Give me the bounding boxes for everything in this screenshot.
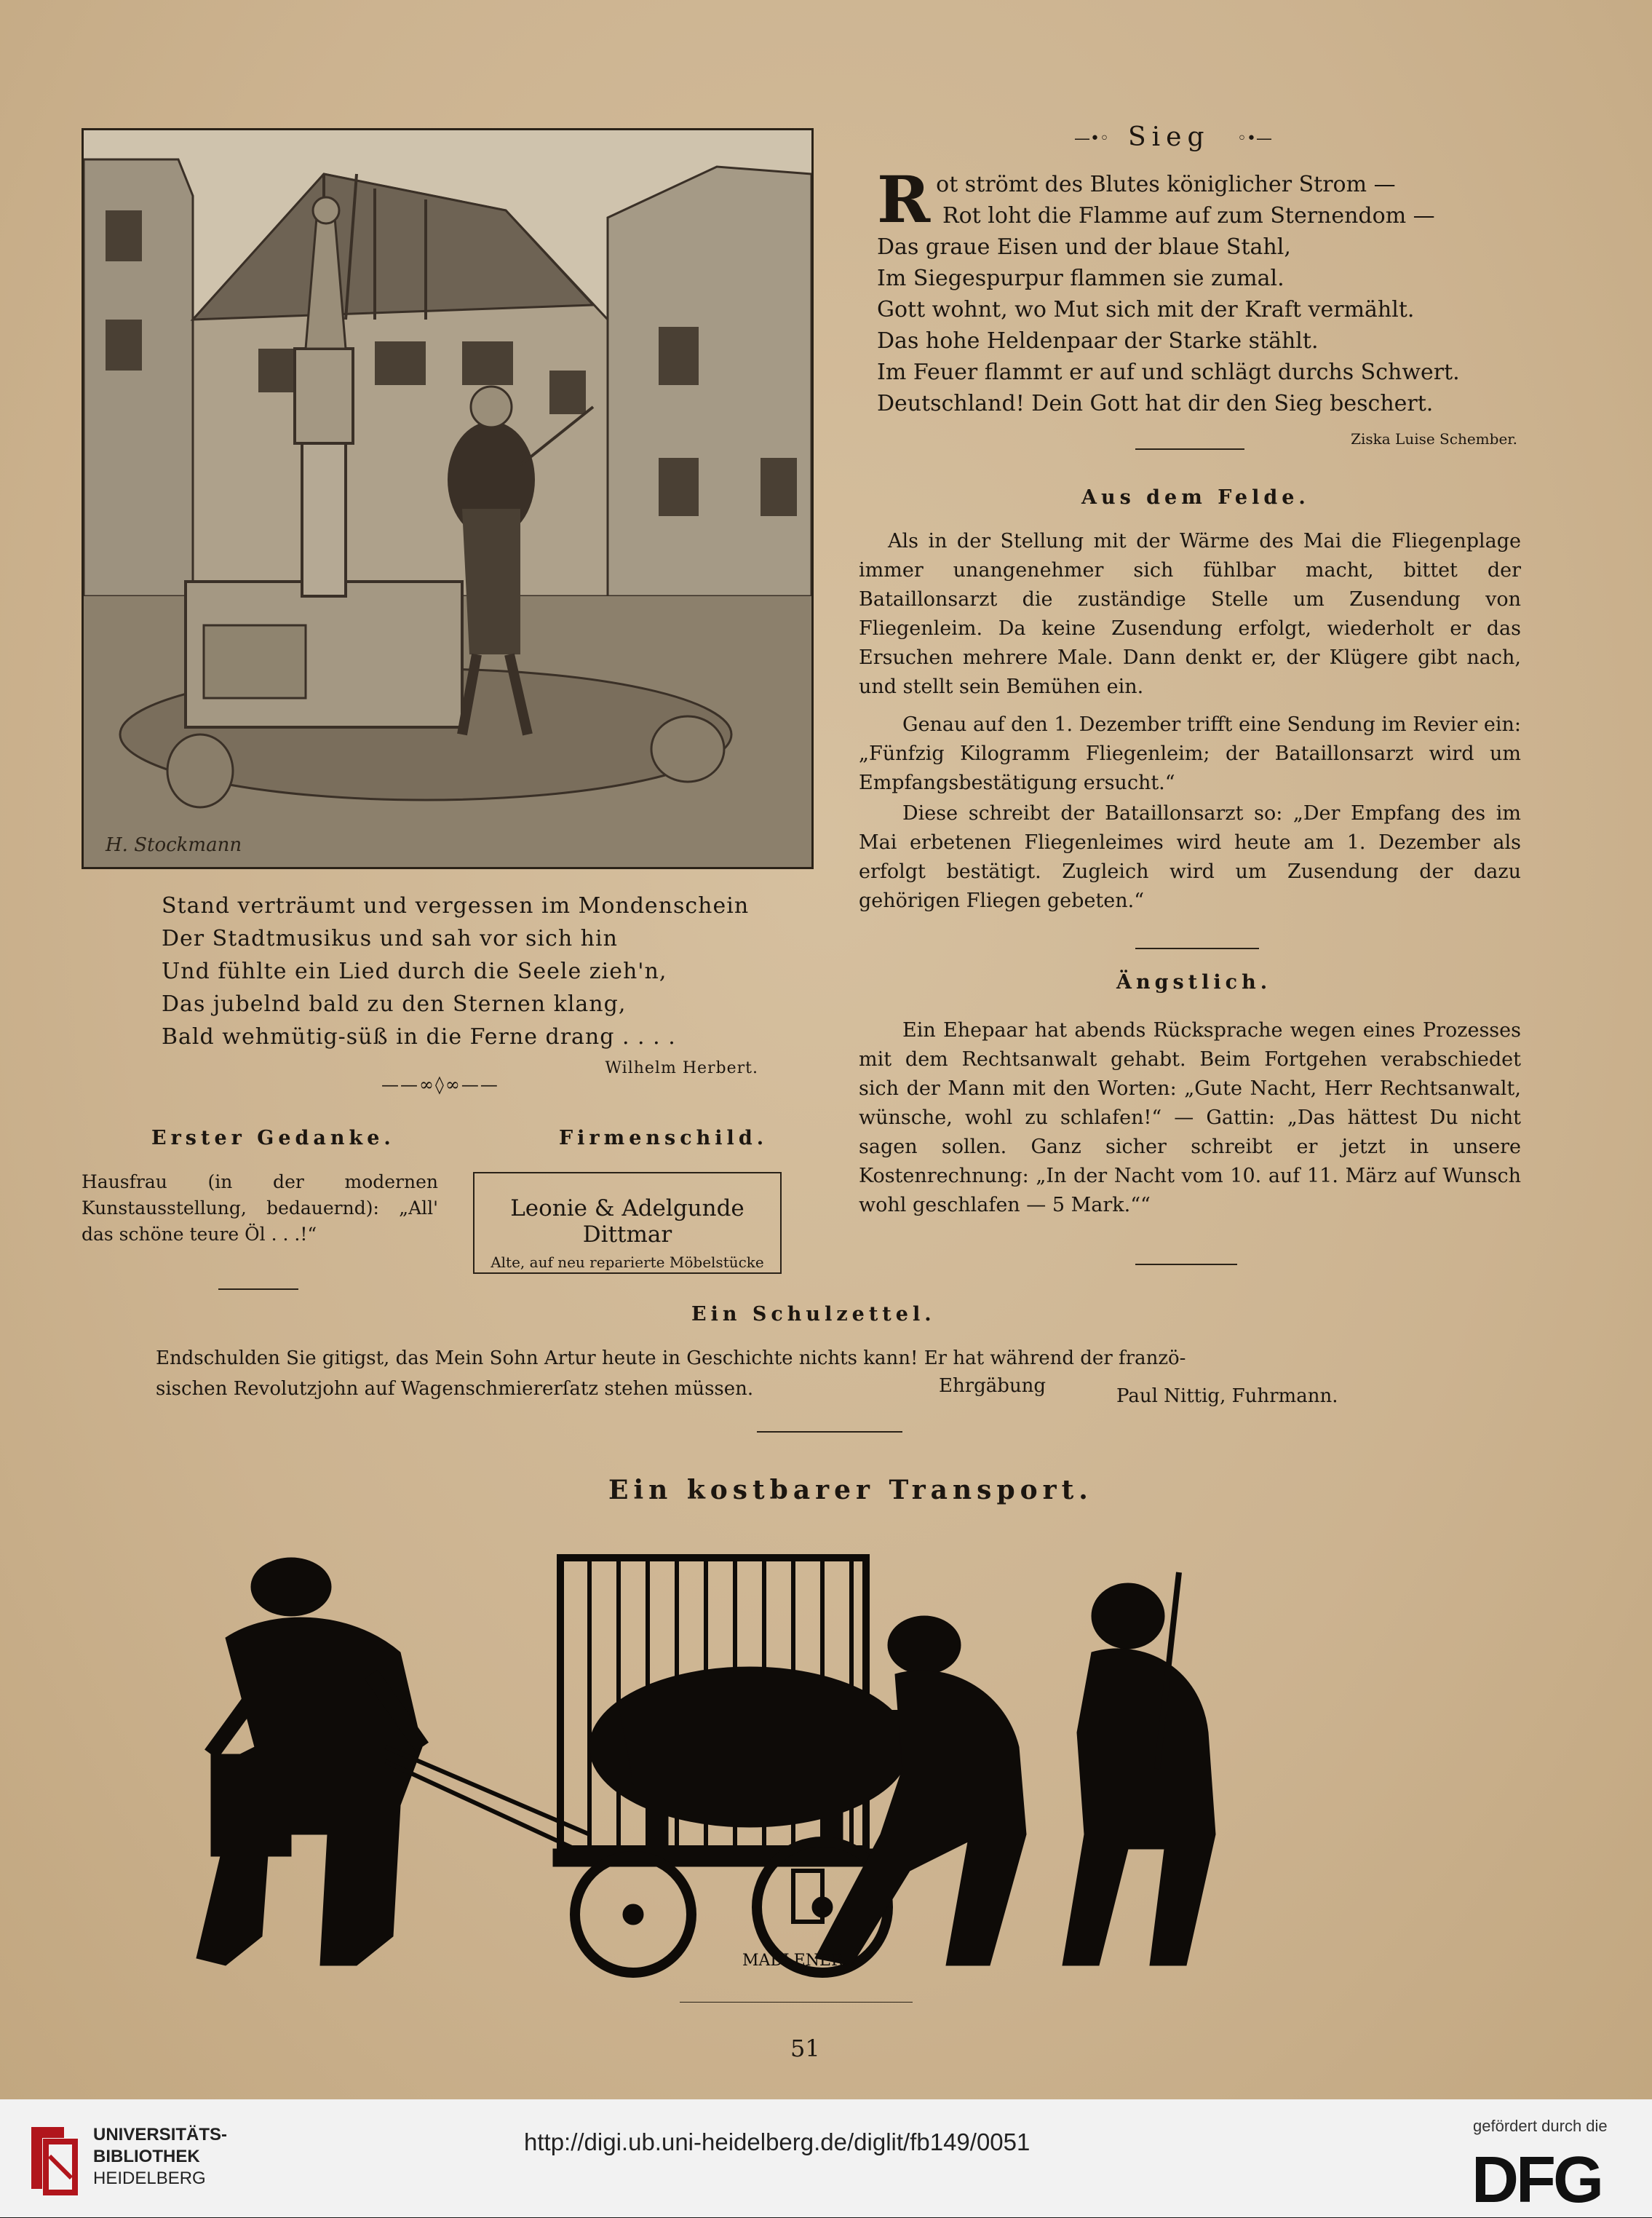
poem-sieg xyxy=(877,162,1517,455)
firmenschild-name: Leonie & Adelgunde Dittmar xyxy=(510,1195,744,1248)
schulzettel-title: Ein Schulzettel. xyxy=(691,1303,936,1326)
footer-bar xyxy=(0,2099,1652,2217)
ornament-left: —•◦ xyxy=(1074,130,1109,148)
firmenschild-title: Firmenschild. xyxy=(559,1127,769,1149)
ub-line2: BIBLIOTHEK xyxy=(93,2147,200,2166)
transport-title: Ein kostbarer Transport. xyxy=(608,1475,1093,1505)
dfg-logo[interactable]: DFG xyxy=(1472,2144,1601,2217)
schulzettel-line2: sischen Revolutzjohn auf Wagenschmiererſatz stehen müssen. xyxy=(156,1378,754,1400)
ub-line3: HEIDELBERG xyxy=(93,2169,206,2188)
divider-rule xyxy=(757,1431,902,1433)
divider-rule xyxy=(1135,948,1259,949)
poem-line: Stand verträumt und vergessen im Mondenschein xyxy=(162,893,750,919)
aus-dem-felde-para2: Genau auf den 1. Dezember trifft eine Sendung im Revier ein: „Fünfzig Kilogramm Fliegenleim; der Bataillonsarzt wird um Empfangsbestätigung ersucht.“ xyxy=(859,713,1521,794)
firmenschild-box xyxy=(473,1172,782,1274)
ub-line1: UNIVERSITÄTS- xyxy=(93,2125,228,2144)
divider-rule xyxy=(680,2002,913,2003)
poem-line: Das graue Eisen und der blaue Stahl, xyxy=(877,234,1291,260)
divider-rule xyxy=(1135,448,1244,450)
aengstlich-text: Ein Ehepaar hat abends Rücksprache wegen eines Prozesses mit dem Rechtsanwalt gehabt. Beim Fortgehen verabschiedet sich der Mann mit den Worten: „Gute Nacht, Herr Rechtsanwalt, wünsche, wohl zu schlafen!“ — Gattin: „Das hättest Du nicht sagen sollen. Ganz sicher schreibt er jetzt in unsere Kostenrechnung: „In der Nacht vom 10. auf 11. März auf Wunsch wohl geschlafen — 5 Mark.““ xyxy=(859,1019,1521,1216)
poem-stadtmusikus xyxy=(162,890,758,1085)
poem-line: Deutschland! Dein Gott hat dir den Sieg beschert. xyxy=(877,391,1434,416)
schulzettel-greeting: Ehrgäbung xyxy=(939,1375,1047,1397)
poem-author: Ziska Luise Schember. xyxy=(1351,430,1517,448)
silhouette-transport xyxy=(182,1529,1434,1980)
poem-line: Rot loht die Flamme auf zum Sternendom — xyxy=(942,203,1435,229)
poem-line: Gott wohnt, wo Mut sich mit der Kraft vermählt. xyxy=(877,297,1415,322)
schulzettel-line1: Endschulden Sie gitigst, das Mein Sohn Artur heute in Geschichte nichts kann! Er hat während der franzö- xyxy=(156,1347,1186,1369)
transport-signature: MADLENER. xyxy=(742,1952,849,1970)
erster-gedanke-text: Hausfrau (in der modernen Kunstausstellung, bedauernd): „All' das schöne teure Öl . . .!“ xyxy=(82,1171,438,1245)
aus-dem-felde-title: Aus dem Felde. xyxy=(1081,486,1310,509)
aus-dem-felde-para1: Als in der Stellung mit der Wärme des Mai die Fliegenplage immer unangenehmer sich fühlbar macht, bittet der Bataillonsarzt die zuständige Stelle um Zusendung von Fliegenleim. Da keine Zusendung erfolgt, wiederholt er das Ersuchen mehrere Male. Dann denkt er, der Klügere gibt nach, und stellt sein Bemühen ein. xyxy=(859,530,1521,698)
poem-author: Wilhelm Herbert. xyxy=(605,1059,758,1077)
permalink-url[interactable]: http://digi.ub.uni-heidelberg.de/diglit/fb149/0051 xyxy=(524,2128,1030,2155)
erster-gedanke-title: Erster Gedanke. xyxy=(151,1127,395,1149)
illustration-musician xyxy=(82,128,814,869)
schulzettel-signature: Paul Nittig, Fuhrmann. xyxy=(1116,1385,1338,1407)
aengstlich-title: Ängstlich. xyxy=(1116,971,1272,994)
poem-line: Das jubelnd bald zu den Sternen klang, xyxy=(162,991,627,1017)
sieg-title: Sieg xyxy=(1128,122,1210,152)
dfg-caption: gefördert durch die xyxy=(1473,2117,1608,2135)
poem-line: Im Siegespurpur flammen sie zumal. xyxy=(877,266,1284,291)
university-library-name xyxy=(93,2124,227,2190)
university-library-logo-icon[interactable] xyxy=(20,2120,86,2200)
poem-line: Der Stadtmusikus und sah vor sich hin xyxy=(162,926,618,951)
page-number: 51 xyxy=(790,2035,820,2062)
illustration-signature: H. Stockmann xyxy=(106,834,242,856)
poem-line: Und fühlte ein Lied durch die Seele zieh'n, xyxy=(162,959,667,984)
ornament-divider: ——∞◊∞—— xyxy=(381,1074,499,1095)
firmenschild-sub: Alte, auf neu reparierte Möbelstücke xyxy=(491,1253,764,1271)
poem-line: Bald wehmütig-süß in die Ferne drang . . . . xyxy=(162,1024,676,1050)
divider-rule xyxy=(218,1288,298,1290)
poem-line: Im Feuer flammt er auf und schlägt durchs Schwert. xyxy=(877,360,1460,385)
poem-line: Das hohe Heldenpaar der Starke stählt. xyxy=(877,328,1319,354)
ornament-right: ◦•— xyxy=(1237,130,1272,148)
divider-rule xyxy=(1135,1264,1237,1265)
poem-line: ot strömt des Blutes königlicher Strom — xyxy=(936,172,1396,197)
dropcap: R xyxy=(877,162,931,237)
aus-dem-felde-para3: Diese schreibt der Bataillonsarzt so: „Der Empfang des im Mai erbetenen Fliegenleimes wird heute am 1. Dezember als erfolgt bestätigt. Zugleich wird um Zusendung der dazu gehörigen Fliegen gebeten.“ xyxy=(859,802,1521,912)
